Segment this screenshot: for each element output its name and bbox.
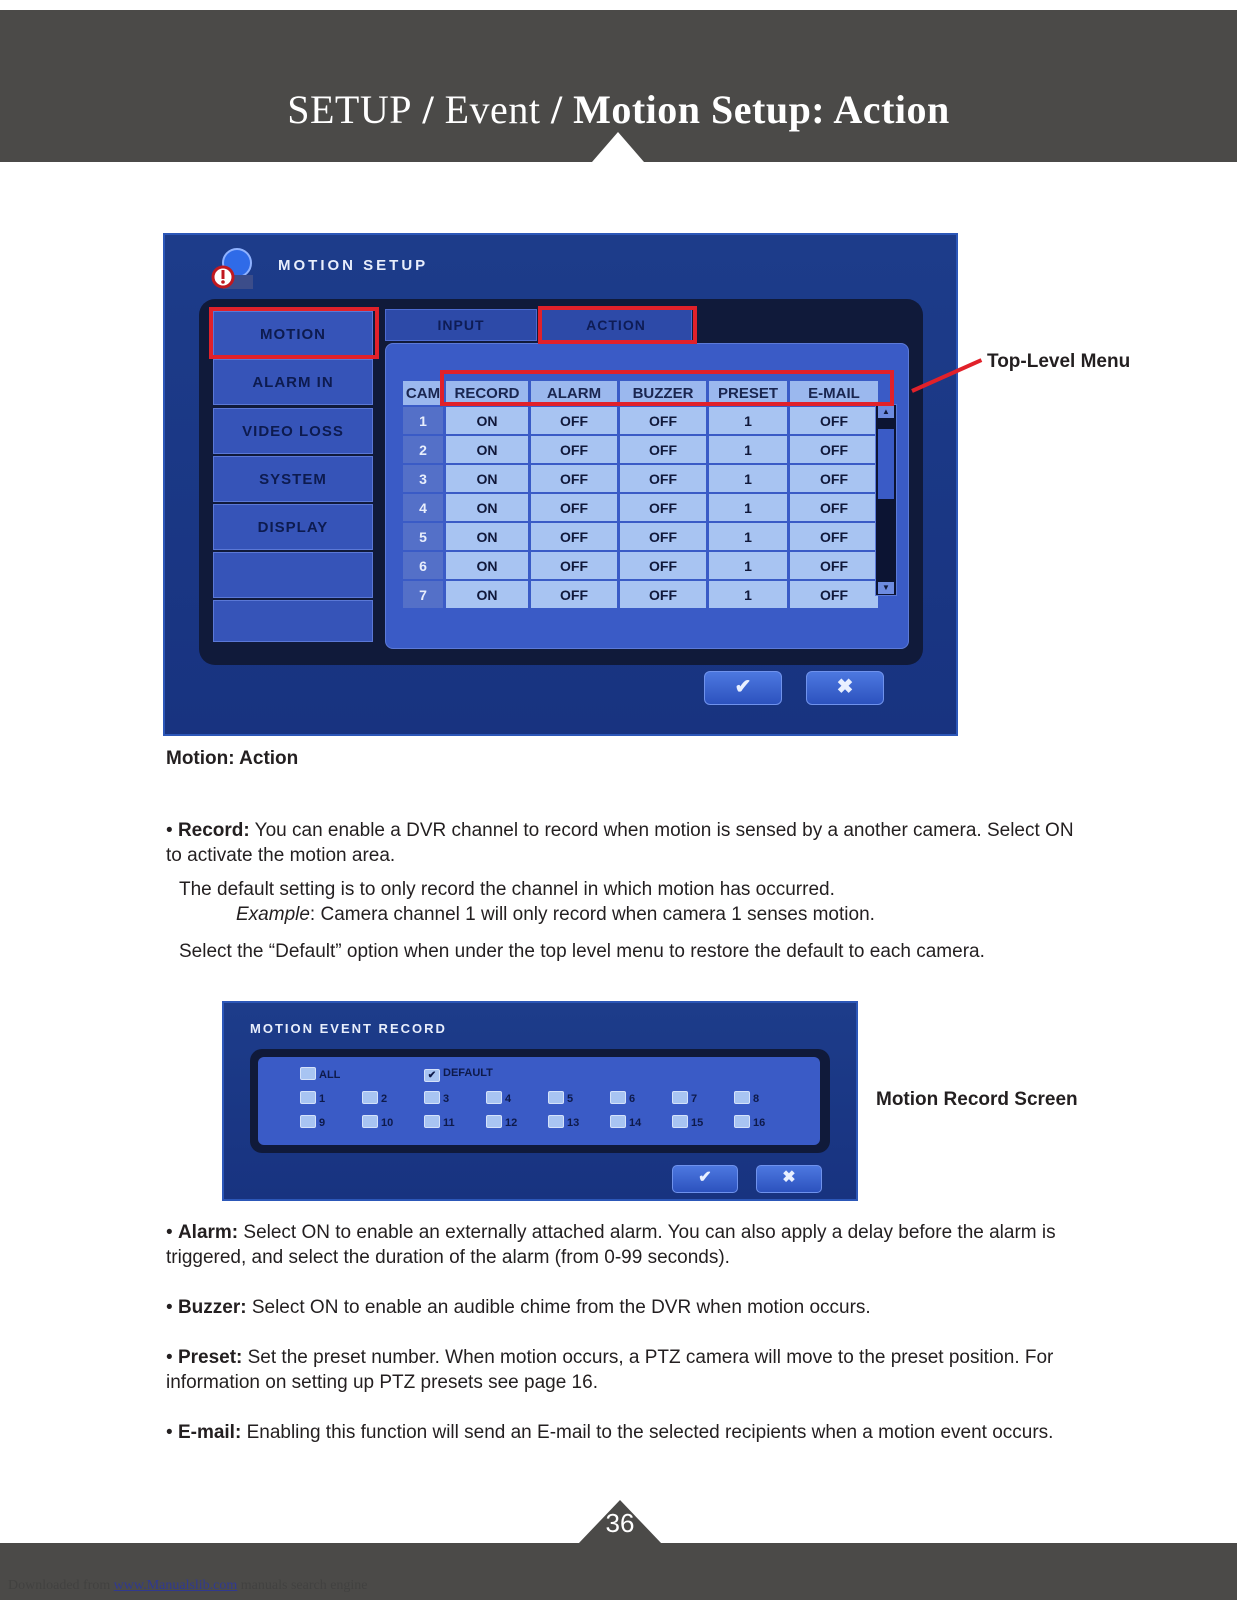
channel-label: 4 (505, 1093, 512, 1105)
checkbox-icon (734, 1115, 750, 1128)
alarm-cell[interactable]: OFF (531, 465, 617, 492)
buzzer-text: Select ON to enable an audible chime from the DVR when motion occurs. (246, 1297, 871, 1318)
tab-input[interactable]: INPUT (385, 309, 537, 341)
highlight-motion (209, 307, 379, 359)
checkbox-default-label: DEFAULT (443, 1067, 493, 1079)
cam-number: 7 (403, 581, 443, 608)
buzzer-cell[interactable]: OFF (620, 581, 706, 608)
cancel-button[interactable]: ✖ (756, 1165, 822, 1193)
sidebar-item-motion[interactable]: MOTION (213, 311, 373, 357)
preset-paragraph: • Preset: Set the preset number. When motion occurs, a PTZ camera will move to the preset position. For information on setting up PTZ presets see page 16. (166, 1347, 1054, 1393)
checkbox-all-label: ALL (319, 1069, 341, 1081)
channel-label: 10 (381, 1117, 394, 1129)
preset-cell[interactable]: 1 (709, 407, 787, 434)
email-cell[interactable]: OFF (790, 407, 878, 434)
sidebar-item-system[interactable]: SYSTEM (213, 456, 373, 502)
checkbox-icon (610, 1091, 626, 1104)
alarm-cell[interactable]: OFF (531, 407, 617, 434)
title-event: Event (444, 87, 541, 132)
select-default-text: Select the “Default” option when under the top level menu to restore the default to each camera. (179, 941, 985, 962)
checkbox-icon (300, 1067, 316, 1080)
channel-label: 14 (629, 1117, 642, 1129)
scroll-down-icon[interactable]: ▼ (878, 582, 894, 594)
checkbox-channel[interactable] (734, 1115, 765, 1129)
confirm-button[interactable]: ✔ (672, 1165, 738, 1193)
preset-label: Preset: (177, 1347, 243, 1368)
table-row (403, 581, 878, 608)
section-title: Motion: Action (166, 748, 299, 769)
cam-number: 3 (403, 465, 443, 492)
preset-cell[interactable]: 1 (709, 552, 787, 579)
buzzer-cell[interactable]: OFF (620, 465, 706, 492)
channel-label: 9 (319, 1117, 326, 1129)
page-number: 36 (605, 1508, 635, 1538)
title-motion-setup-action: Motion Setup: Action (573, 87, 950, 132)
sidebar-item-empty (213, 600, 373, 642)
sidebar-item-empty (213, 552, 373, 598)
checkbox-channel[interactable] (672, 1091, 697, 1105)
preset-cell[interactable]: 1 (709, 581, 787, 608)
example-label: Example (236, 904, 310, 925)
page-title (0, 86, 1237, 133)
record-text: You can enable a DVR channel to record when motion is sensed by a another camera. Select ON to activate the motion area. (166, 820, 1074, 866)
channel-label: 16 (753, 1117, 766, 1129)
channel-label: 1 (319, 1093, 326, 1105)
channel-selection-area (258, 1057, 820, 1145)
dvr2-window-title: MOTION EVENT RECORD (250, 1021, 447, 1036)
channel-label: 6 (629, 1093, 636, 1105)
download-suffix: manuals search engine (237, 1578, 368, 1593)
record-cell[interactable]: ON (446, 552, 528, 579)
example-body: : Camera channel 1 will only record when camera 1 senses motion. (309, 904, 875, 925)
motion-setup-screenshot (163, 233, 958, 736)
checkbox-default[interactable] (424, 1067, 493, 1082)
motion-action-table (400, 379, 881, 610)
record-label: Record: (177, 820, 250, 841)
preset-cell[interactable]: 1 (709, 523, 787, 550)
channel-label: 7 (691, 1093, 698, 1105)
buzzer-cell[interactable]: OFF (620, 523, 706, 550)
motion-event-record-screenshot (222, 1001, 858, 1201)
preset-cell[interactable]: 1 (709, 494, 787, 521)
callout-motion-record-screen: Motion Record Screen (876, 1089, 1078, 1110)
record-cell[interactable]: ON (446, 581, 528, 608)
checkbox-all[interactable] (300, 1067, 340, 1081)
channel-label: 13 (567, 1117, 580, 1129)
table-row (403, 465, 878, 492)
checkbox-channel[interactable] (734, 1091, 759, 1105)
manualslib-link[interactable]: www.Manualslib.com (113, 1578, 238, 1593)
table-row (403, 552, 878, 579)
checkmark-icon: ✔ (424, 1069, 440, 1082)
buzzer-cell[interactable]: OFF (620, 494, 706, 521)
checkbox-channel[interactable] (362, 1091, 387, 1105)
buzzer-cell[interactable]: OFF (620, 407, 706, 434)
checkbox-channel[interactable] (548, 1115, 579, 1129)
download-notice (8, 1578, 368, 1594)
checkbox-icon (548, 1091, 564, 1104)
checkbox-channel[interactable] (300, 1091, 325, 1105)
cam-number: 2 (403, 436, 443, 463)
email-cell[interactable]: OFF (790, 523, 878, 550)
checkbox-channel[interactable] (424, 1115, 455, 1129)
checkbox-icon (424, 1091, 440, 1104)
record-cell[interactable]: ON (446, 494, 528, 521)
column-header-email: E-MAIL (790, 381, 878, 405)
channel-label: 15 (691, 1117, 704, 1129)
checkbox-icon (672, 1115, 688, 1128)
checkbox-channel[interactable] (424, 1091, 449, 1105)
alarm-cell[interactable]: OFF (531, 552, 617, 579)
record-paragraph: • Record: You can enable a DVR channel to record when motion is sensed by a another camera. Select ON to activate the motion area. (166, 820, 1074, 866)
checkbox-icon (486, 1091, 502, 1104)
title-separator: / (540, 87, 574, 132)
alarm-label: Alarm: (177, 1222, 239, 1243)
highlight-action-tab (538, 306, 697, 344)
alarm-cell[interactable]: OFF (531, 494, 617, 521)
checkbox-channel[interactable] (610, 1091, 635, 1105)
header-notch (592, 132, 644, 162)
email-cell[interactable]: OFF (790, 581, 878, 608)
alarm-cell[interactable]: OFF (531, 523, 617, 550)
checkbox-icon (362, 1091, 378, 1104)
record-cell[interactable]: ON (446, 407, 528, 434)
default-setting-text: The default setting is to only record the channel in which motion has occurred. (179, 879, 835, 900)
channel-label: 2 (381, 1093, 388, 1105)
table-row (403, 494, 878, 521)
checkbox-icon (424, 1115, 440, 1128)
table-body (403, 407, 878, 608)
confirm-button[interactable]: ✔ (704, 671, 782, 705)
sidebar-item-display[interactable]: DISPLAY (213, 504, 373, 550)
download-prefix: Downloaded from (8, 1578, 114, 1593)
email-cell[interactable]: OFF (790, 465, 878, 492)
column-header-preset: PRESET (709, 381, 787, 405)
channel-label: 12 (505, 1117, 518, 1129)
checkbox-icon (672, 1091, 688, 1104)
record-cell[interactable]: ON (446, 523, 528, 550)
table-scrollbar[interactable] (875, 404, 897, 596)
table-row (403, 523, 878, 550)
alarm-cell[interactable]: OFF (531, 581, 617, 608)
buzzer-cell[interactable]: OFF (620, 436, 706, 463)
checkbox-icon (300, 1091, 316, 1104)
scroll-up-icon[interactable]: ▲ (878, 406, 894, 418)
preset-text: Set the preset number. When motion occurs, a PTZ camera will move to the preset position. For information on setting up PTZ presets see page 16. (166, 1347, 1054, 1393)
checkbox-icon (362, 1115, 378, 1128)
alarm-paragraph: • Alarm: Select ON to enable an externally attached alarm. You can also apply a delay before the alarm is triggered, and select the duration of the alarm (from 0-99 seconds). (166, 1222, 1056, 1268)
channel-label: 5 (567, 1093, 574, 1105)
email-cell[interactable]: OFF (790, 436, 878, 463)
email-cell[interactable]: OFF (790, 552, 878, 579)
preset-cell[interactable]: 1 (709, 436, 787, 463)
example-text (236, 902, 875, 927)
table-row (403, 407, 878, 434)
checkbox-channel[interactable] (672, 1115, 703, 1129)
checkbox-channel[interactable] (548, 1091, 573, 1105)
cam-number: 6 (403, 552, 443, 579)
alarm-text: Select ON to enable an externally attached alarm. You can also apply a delay before the alarm is triggered, and select the duration of the alarm (from 0-99 seconds). (166, 1222, 1056, 1268)
buzzer-label: Buzzer: (177, 1297, 247, 1318)
email-paragraph: • E-mail: Enabling this function will send an E-mail to the selected recipients when a motion event occurs. (166, 1422, 1054, 1443)
tab-action[interactable]: ACTION (540, 309, 692, 341)
cam-number: 4 (403, 494, 443, 521)
column-header-buzzer: BUZZER (620, 381, 706, 405)
sidebar-item-alarm-in[interactable]: ALARM IN (213, 359, 373, 405)
title-separator: / (412, 87, 445, 132)
scroll-thumb[interactable] (878, 429, 894, 499)
email-cell[interactable]: OFF (790, 494, 878, 521)
channel-label: 11 (443, 1117, 455, 1129)
record-cell[interactable]: ON (446, 436, 528, 463)
checkbox-channel[interactable] (486, 1091, 511, 1105)
sidebar-item-video-loss[interactable]: VIDEO LOSS (213, 408, 373, 454)
dvr-window-title: MOTION SETUP (278, 257, 429, 274)
checkbox-channel[interactable] (486, 1115, 517, 1129)
cam-number: 1 (403, 407, 443, 434)
dvr2-panel (250, 1049, 830, 1153)
buzzer-cell[interactable]: OFF (620, 552, 706, 579)
alarm-light-icon (211, 247, 255, 295)
title-setup: SETUP (287, 87, 412, 132)
checkbox-icon (486, 1115, 502, 1128)
checkbox-icon (610, 1115, 626, 1128)
column-header-alarm: ALARM (531, 381, 617, 405)
table-row (403, 436, 878, 463)
buzzer-paragraph: • Buzzer: Select ON to enable an audible chime from the DVR when motion occurs. (166, 1297, 871, 1318)
preset-cell[interactable]: 1 (709, 465, 787, 492)
channel-label: 3 (443, 1093, 450, 1105)
checkbox-icon (548, 1115, 564, 1128)
checkbox-icon (734, 1091, 750, 1104)
email-label: E-mail: (177, 1422, 242, 1443)
email-text: Enabling this function will send an E-mail to the selected recipients when a motion event occurs. (241, 1422, 1054, 1443)
checkbox-channel[interactable] (362, 1115, 393, 1129)
cancel-button[interactable]: ✖ (806, 671, 884, 705)
highlight-column-headers (440, 370, 894, 406)
column-header-cam: CAM (403, 381, 443, 405)
record-cell[interactable]: ON (446, 465, 528, 492)
column-header-record: RECORD (446, 381, 528, 405)
channel-label: 8 (753, 1093, 760, 1105)
alarm-cell[interactable]: OFF (531, 436, 617, 463)
checkbox-channel[interactable] (610, 1115, 641, 1129)
callout-top-level-menu: Top-Level Menu (987, 351, 1131, 372)
checkbox-channel[interactable] (300, 1115, 325, 1129)
cam-number: 5 (403, 523, 443, 550)
checkbox-icon (300, 1115, 316, 1128)
